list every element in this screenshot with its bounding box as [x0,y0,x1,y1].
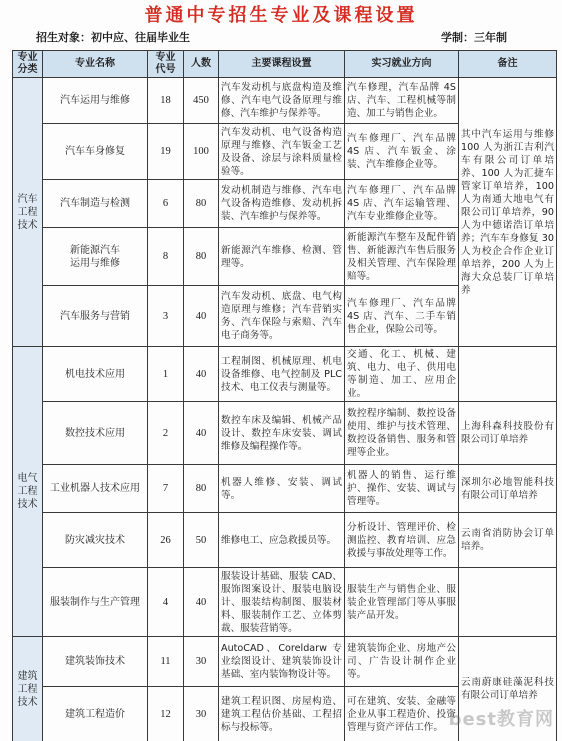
table-header-row [13,51,557,78]
note-cell: 上海科森科技股份有限公司订单培养 [459,402,557,465]
career-direction-cell: 分析设计、管理评价、检测监控、教育培训、应急救援与事故处理等工作。 [345,513,459,568]
enrollment-count-cell: 80 [184,228,219,286]
major-name-cell: 建筑装饰技术 [43,637,148,687]
major-name-cell: 机电技术应用 [43,347,148,402]
major-code-cell: 3 [148,286,184,347]
enrollment-count-cell: 30 [184,637,219,687]
courses-cell: 机器人维修、安装、调试等。 [219,465,345,513]
table-row [13,637,557,687]
header-courses: 主要课程设置 [219,51,345,78]
major-code-cell: 18 [148,78,184,124]
enrollment-count-cell: 80 [184,465,219,513]
note-cell: 深圳尔必地智能科技有限公司订单培养 [459,465,557,513]
category-label: 建筑工程技术 [17,670,38,708]
enrollment-target-value: 初中应、往届毕业生 [91,31,190,44]
category-cell [13,347,43,637]
watermark: best教育网 [448,709,554,730]
note-cell: 其中汽车运用与维修 100 人为浙江吉利汽车有限公司订单培养、100 人为汇捷车管家订单培养，100 人为南通大地电气有限公司订单培养，90 人为中德诺浩订单培养；汽车车身修复 30 人为校企合作企业订单培养，200 人为上海大众总装厂订单培养 [459,78,557,347]
major-name-cell: 汽车车身修复 [43,124,148,180]
header-career-direction: 实习就业方向 [345,51,459,78]
header-category [13,51,43,78]
courses-cell: 汽车发动机、底盘、电气构造原理与维修；汽车营销实务、汽车保险与索赔、汽车电子商务等。 [219,286,345,347]
enrollment-count-cell: 40 [184,402,219,465]
major-code-cell: 1 [148,347,184,402]
major-name-cell: 工业机器人技术应用 [43,465,148,513]
courses-cell: 数控车床及编辑、机械产品设计、数控车床安装、调试维修及编程操作等。 [219,402,345,465]
category-label: 电气工程技术 [17,473,38,510]
major-name-cell: 服装制作与生产管理 [43,568,148,637]
career-direction-cell: 服装生产与销售企业、服装企业管理部门等从事服装产品开发。 [345,568,459,637]
major-code-cell: 8 [148,228,184,286]
career-direction-cell: 新能源汽车整车及配件销售、新能源汽车售后服务及相关管理、汽车保险理赔等。 [345,228,459,286]
category-cell [13,637,43,741]
major-code-cell: 6 [148,180,184,228]
career-direction-cell: 可在建筑、安装、金融等企业从事工程造价、投资管理与资产评估工作。 [345,687,459,741]
career-direction-cell: 汽车修理，汽车品牌 4S 店、汽车、工程机械等制造、加工与销售企业。 [345,78,459,124]
table-row [13,513,557,568]
major-name-cell: 防灾减灾技术 [43,513,148,568]
courses-cell: 维修电工、应急救援员等。 [219,513,345,568]
career-direction-cell: 交通、化工、机械、建筑、电力、电子、供用电等制造、加工、应用企业。 [345,347,459,402]
major-code-cell: 2 [148,402,184,465]
study-duration [441,31,507,45]
enrollment-target-label: 招生对象： [36,31,91,44]
courses-cell: 汽车发动机、电气设备构造原理与维修、汽车钣金工艺及设备、涂层与涂料质量检验等。 [219,124,345,180]
header-enrollment-count: 人数 [184,51,219,78]
category-label: 汽车工程技术 [17,193,38,231]
table-body [13,78,557,741]
header-major-code-label: 专业代号 [155,52,176,75]
courses-cell: 发动机制造与维修、汽车电气设备构造维修、发动机拆装、汽车维护与保养等。 [219,180,345,228]
career-direction-cell: 汽车修理厂、汽车品牌 4S 店、汽车运输管理、汽车专业维修企业等。 [345,180,459,228]
study-duration-value: 三年制 [474,31,507,44]
major-code-cell: 26 [148,513,184,568]
courses-cell: 工程制图、机械原理、机电设备维修、电气控制及 PLC 技术、电工仪表与测量等。 [219,347,345,402]
major-name-cell: 新能源汽车 运用与维修 [43,228,148,286]
header-category-label: 专业分类 [17,52,38,75]
major-code-cell: 19 [148,124,184,180]
major-name-cell: 汽车服务与营销 [43,286,148,347]
career-direction-cell: 汽车修理厂、汽车品牌 4S 店、汽车、二手车销售企业，保险公司等。 [345,286,459,347]
career-direction-cell: 建筑装饰企业、房地产公司、广告设计制作企业等。 [345,637,459,687]
table-row [13,465,557,513]
major-name-cell: 汽车运用与维修 [43,78,148,124]
enrollment-count-cell: 80 [184,180,219,228]
enrollment-count-cell: 450 [184,78,219,124]
enrollment-count-cell: 30 [184,687,219,741]
major-code-cell: 12 [148,687,184,741]
enrollment-count-cell: 40 [184,286,219,347]
table-row [13,78,557,124]
note-cell: 云南省消防协会订单培养。 [459,513,557,568]
enrollment-target [36,31,190,45]
courses-cell: 汽车发动机与底盘构造及维修、汽车电气设备原理与维修、汽车维护与保养等。 [219,78,345,124]
major-name-cell: 数控技术应用 [43,402,148,465]
courses-cell: 服装设计基础、服装 CAD、服饰图案设计、服装电脑设计、服装结构制图、服装材料、服装制作工艺、立体剪裁、服装营销等。 [219,568,345,637]
page-title: 普通中专招生专业及课程设置 [144,5,418,26]
enrollment-count-cell: 100 [184,124,219,180]
majors-table [12,50,557,741]
header-notes: 备注 [459,51,557,78]
major-name-cell: 建筑工程造价 [43,687,148,741]
courses-cell: 建筑工程识图、房屋构造、建筑工程估价基础、工程招标与投标等。 [219,687,345,741]
enrollment-count-cell: 50 [184,513,219,568]
career-direction-cell: 数控程序编制、数控设备使用、维护与技术管理、数控设备销售、服务和管理等企业。 [345,402,459,465]
major-code-cell: 7 [148,465,184,513]
table-row [13,347,557,402]
courses-cell: 新能源汽车维修、检测、管理等。 [219,228,345,286]
enrollment-count-cell: 40 [184,568,219,637]
header-major-name: 专业名称 [43,51,148,78]
header-major-code [148,51,184,78]
career-direction-cell: 机器人的销售、运行维护、操作、安装、调试与管理等。 [345,465,459,513]
table-row [13,402,557,465]
study-duration-label: 学制： [441,31,474,44]
major-code-cell: 4 [148,568,184,637]
note-cell: 云南蔚康硅藻泥科技有限公司订单培养 [459,637,557,741]
note-cell [459,568,557,637]
courses-cell: AutoCAD、Coreldarw 专业绘图设计、建筑装饰设计基础、室内装饰物设计等。 [219,637,345,687]
career-direction-cell: 汽车修理厂、汽车品牌 4S 店、汽车钣金、涂装、汽车维修企业等。 [345,124,459,180]
note-cell [459,347,557,402]
category-cell [13,78,43,347]
major-name-cell: 汽车制造与检测 [43,180,148,228]
table-row [13,568,557,637]
major-code-cell: 11 [148,637,184,687]
enrollment-count-cell: 40 [184,347,219,402]
